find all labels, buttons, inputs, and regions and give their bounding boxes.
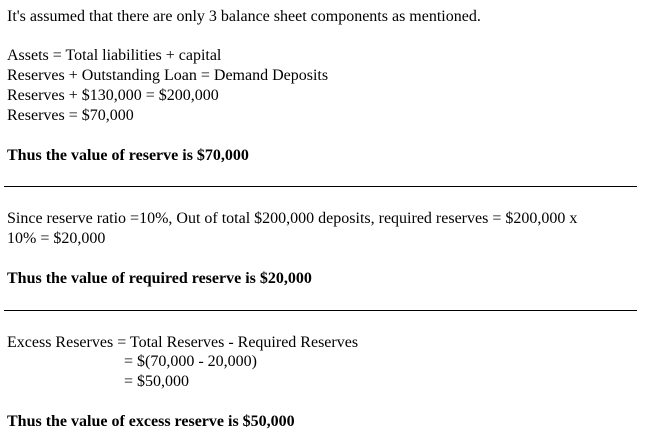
intro-text: It's assumed that there are only 3 balance sheet components as mentioned. xyxy=(7,8,481,25)
equation-assets: Assets = Total liabilities + capital xyxy=(7,47,222,64)
required-reserve-text-line1: Since reserve ratio =10%, Out of total $200,000 deposits, required reserves = $200,000 x xyxy=(7,210,578,227)
equation-reserves-loan: Reserves + Outstanding Loan = Demand Deposits xyxy=(7,67,329,84)
equation-excess-reserves: Excess Reserves = Total Reserves - Required Reserves xyxy=(7,334,359,351)
conclusion-reserve: Thus the value of reserve is $70,000 xyxy=(7,147,249,164)
conclusion-required-reserve: Thus the value of required reserve is $20,000 xyxy=(7,270,312,287)
conclusion-excess-reserve: Thus the value of excess reserve is $50,000 xyxy=(7,413,295,430)
divider-1 xyxy=(4,186,637,187)
equation-reserves-sum: Reserves + $130,000 = $200,000 xyxy=(7,87,219,104)
equation-reserves-result: Reserves = $70,000 xyxy=(7,107,134,124)
divider-2 xyxy=(4,310,637,311)
equation-excess-calc: = $(70,000 - 20,000) xyxy=(124,353,258,370)
required-reserve-text-line2: 10% = $20,000 xyxy=(7,230,106,247)
equation-excess-result: = $50,000 xyxy=(124,373,190,390)
